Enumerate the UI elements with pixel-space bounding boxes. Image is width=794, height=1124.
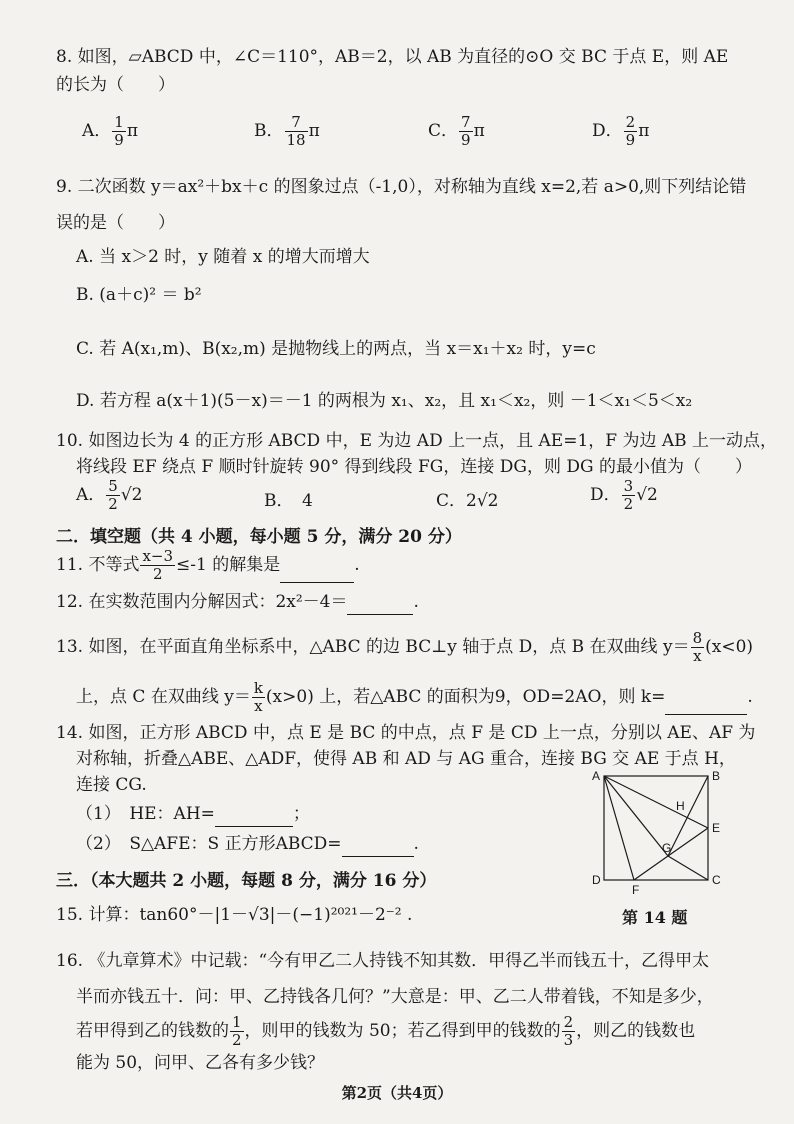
question-14-figure (590, 768, 750, 898)
question-8-stem: 8. 如图，▱ABCD 中，∠C＝110°，AB＝2，以 AB 为直径的⊙O 交 BC 于点 E，则 AE (56, 47, 729, 67)
label-f: F (632, 883, 640, 897)
segment-eg (668, 828, 708, 856)
q8-option-d: D． $\frac{2}{9}$ π (592, 113, 650, 149)
section-2-heading: 二．填空题（共 4 小题，每小题 5 分，满分 20 分） (56, 527, 462, 547)
question-14-line1: 14. 如图，正方形 ABCD 中，点 E 是 BC 的中点，点 F 是 CD 上一点，分别以 AE、AF 为 (56, 723, 756, 743)
q10-option-c: C．2√2 (436, 491, 499, 511)
question-16-line4: 能为 50，问甲、乙各有多少钱？ (76, 1053, 325, 1073)
question-10-line2: 将线段 EF 绕点 F 顺时针旋转 90° 得到线段 FG，连接 DG，则 DG 的最小值为（ ） (76, 457, 752, 477)
question-16-line1: 16. 《九章算术》中记载：“今有甲乙二人持钱不知其数．甲得乙半而钱五十，乙得甲太 (56, 951, 710, 971)
q9-option-d: D. 若方程 a(x＋1)(5－x)＝－1 的两根为 x₁、x₂，且 x₁＜x₂，则 －1＜x₁＜5＜x₂ (76, 391, 693, 411)
question-8-tail: 的长为（ ） (56, 75, 175, 95)
figure-caption: 第 14 题 (622, 908, 688, 927)
segment-af (604, 776, 634, 880)
question-16-line3: 若甲得到乙的钱数的 $\frac{1}{2}$ ，则甲的钱数为 50；若乙得到甲的钱数的 $\frac{2}{3}$ ，则乙的钱数也 (76, 1013, 696, 1049)
label-e: E (712, 821, 721, 835)
question-14-line3: 连接 CG. (76, 775, 147, 795)
question-13-line2: 上，点 C 在双曲线 y＝ $\frac{k}{x}$ (x>0) 上，若△ABC 的面积为9，OD=2AO，则 k= . (76, 679, 753, 715)
question-10-line1: 10. 如图边长为 4 的正方形 ABCD 中，E 为边 AD 上一点，且 AE=1，F 为边 AB 上一动点， (56, 431, 778, 451)
question-14-part1: （1） HE：AH= ； (76, 800, 310, 827)
answer-blank (347, 588, 413, 615)
question-9-stem: 9. 二次函数 y＝ax²＋bx＋c 的图象过点（-1,0），对称轴为直线 x=2,若 a>0,则下列结论错 (56, 177, 747, 197)
q10-option-a: A． $\frac{5}{2}$ √2 (76, 477, 143, 513)
q9-option-c: C. 若 A(x₁,m)、B(x₂,m) 是抛物线上的两点，当 x＝x₁＋x₂ 时，y=c (76, 339, 596, 359)
question-9-tail: 误的是（ ） (56, 213, 175, 233)
q8-option-c: C． $\frac{7}{9}$ π (428, 113, 485, 149)
question-11: 11. 不等式 $\frac{x-3}{2}$ ≤-1 的解集是 . (56, 547, 360, 583)
label-h: H (676, 799, 685, 813)
label-a: A (592, 769, 601, 783)
answer-blank (665, 688, 747, 715)
segment-ag (604, 776, 668, 856)
question-13-line1: 13. 如图，在平面直角坐标系中，△ABC 的边 BC⊥y 轴于点 D，点 B 在双曲线 y＝ $\frac{8}{x}$ (x<0) (56, 629, 754, 665)
question-14-line2: 对称轴，折叠△ABE、△ADF，使得 AB 和 AD 与 AG 重合，连接 BG 交 AE 于点 H， (76, 749, 736, 769)
answer-blank (215, 800, 293, 827)
q8-option-a: A． $\frac{1}{9}$ π (82, 113, 139, 149)
segment-bg (668, 776, 708, 856)
label-d: D (592, 873, 601, 887)
section-3-heading: 三．（本大题共 2 小题，每题 8 分，满分 16 分） (56, 871, 437, 891)
question-12: 12. 在实数范围内分解因式：2x²－4＝ . (56, 588, 419, 615)
label-g: G (662, 841, 672, 855)
q10-option-b: B． 4 (264, 491, 313, 511)
question-14-part2: （2） S△AFE：S 正方形ABCD= . (76, 830, 419, 857)
page-footer: 第2页（共4页） (341, 1084, 453, 1102)
q9-option-b: B. (a＋c)² ＝ b² (76, 285, 202, 305)
question-15: 15. 计算：tan60°－|1－√3|－(−1)²⁰²¹－2⁻² . (56, 905, 413, 925)
q9-option-a: A. 当 x＞2 时，y 随着 x 的增大而增大 (76, 247, 370, 267)
q8-option-b: B． $\frac{7}{18}$ π (254, 113, 320, 149)
segment-fg (634, 856, 668, 880)
answer-blank (342, 830, 414, 857)
label-c: C (712, 873, 721, 887)
segment-ae (604, 776, 708, 828)
label-b: B (712, 769, 721, 783)
question-16-line2: 半而亦钱五十．问：甲、乙持钱各几何？”大意是：甲、乙二人带着钱，不知是多少， (76, 987, 714, 1007)
answer-blank (280, 556, 354, 583)
q10-option-d: D． $\frac{3}{2}$ √2 (590, 477, 658, 513)
segment-cg (668, 856, 708, 880)
